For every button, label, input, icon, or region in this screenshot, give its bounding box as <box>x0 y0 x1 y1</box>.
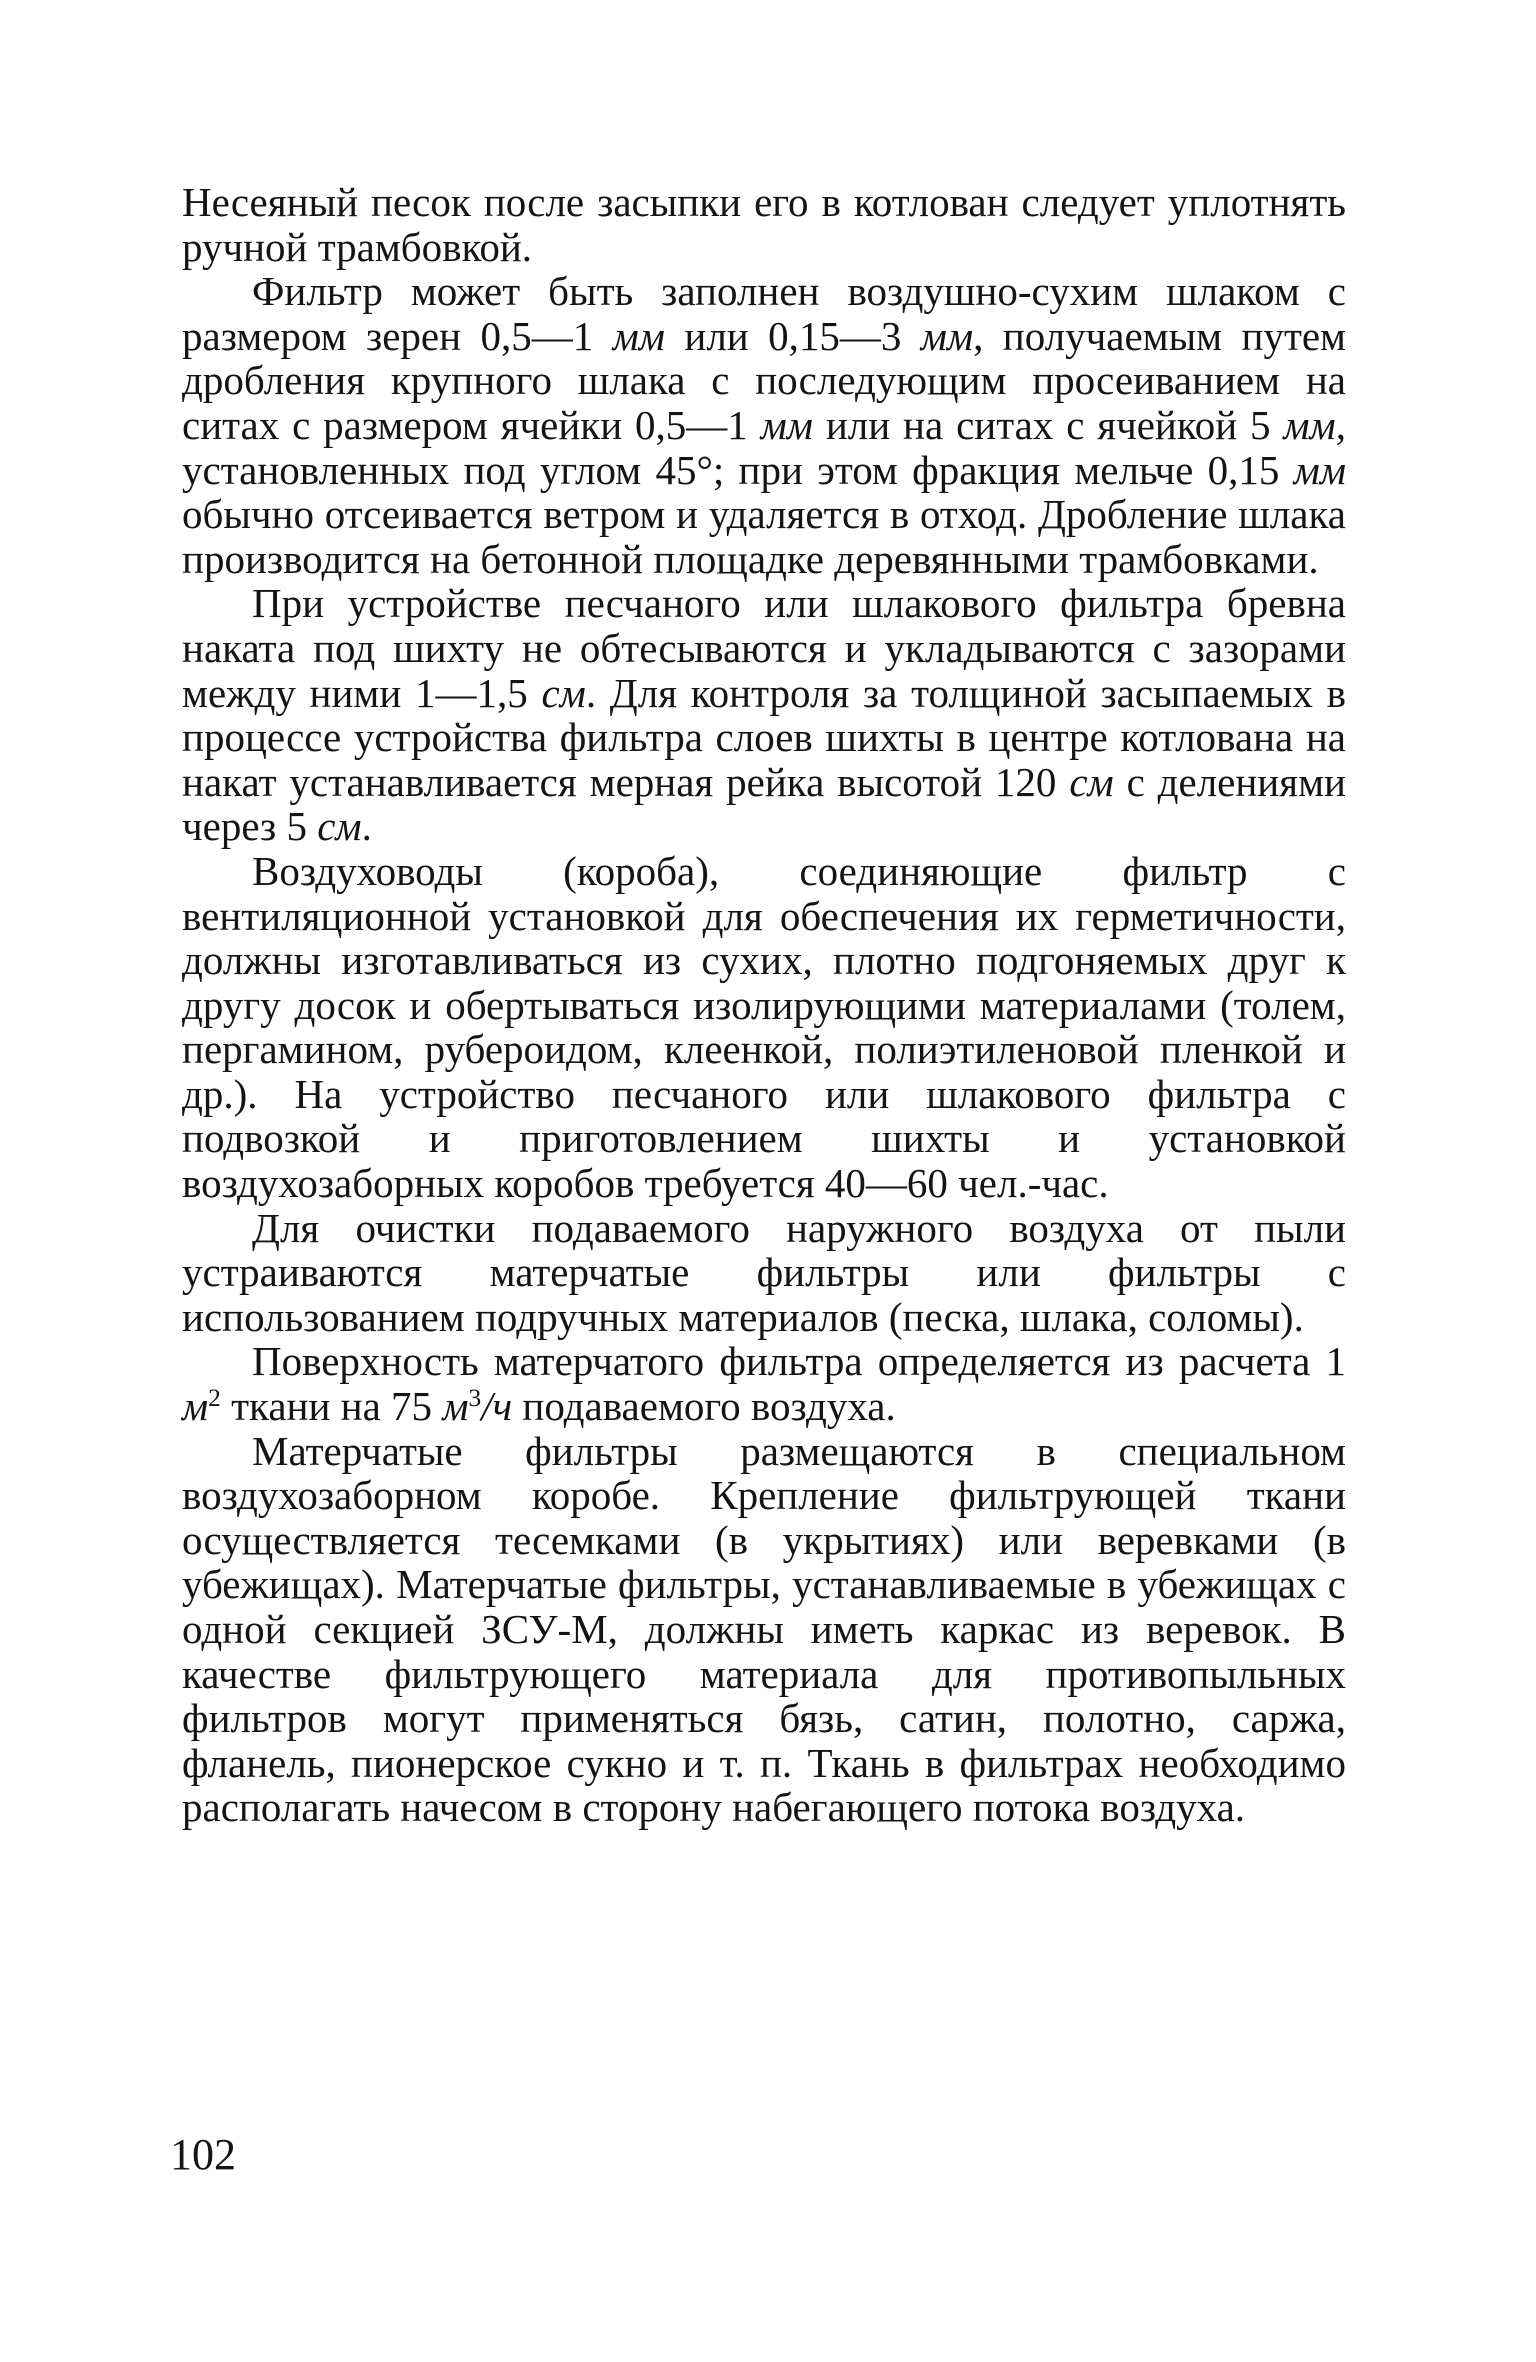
p1-text-0: Несеяный песок после засыпки его в котлован следует уплотнять ручной трамбовкой. <box>182 179 1346 270</box>
p6-unit-m: м <box>182 1383 209 1430</box>
paragraph-1 <box>182 180 1346 269</box>
p3-text-2: . Для контроля за толщиной засыпаемых в процессе устройства фильтра слоев шихты в центре котлована на накат устанавливается мерная рейка высотой 120 <box>182 669 1346 805</box>
p2-text-4: , получаемым путем дробления крупного шлака с последующим просеиванием на ситах с размером ячейки 0,5—1 <box>182 312 1346 448</box>
paragraph-7 <box>182 1429 1346 1830</box>
p2-text-6: или на ситах с ячейкой 5 <box>812 401 1284 448</box>
p2-unit-mm: мм <box>612 312 665 359</box>
p4-text-0: Воздуховоды (короба), соединяющие фильтр с вентиляционной установкой для обеспечения их герметичности, должны изготавливаться из сухих, плотно подгоняемых друг к другу досок и обертываться изолирующими материалами (толем, пергамином, рубероидом, клеенкой, полиэтиленовой пленкой и др.). На устройство песчаного или шлакового фильтра с подвозкой и приготовлением шихты и установкой воздухозаборных коробов требуется 40—60 чел.-час. <box>182 847 1346 1207</box>
paragraph-6 <box>182 1339 1346 1428</box>
p6-text-0: Поверхность матерчатого фильтра определяется из расчета 1 <box>252 1338 1346 1385</box>
p2-unit-mm: мм <box>1293 446 1346 493</box>
p3-unit-cm: см <box>1069 758 1114 805</box>
p2-text-10: обычно отсеивается ветром и удаляется в отход. Дробление шлака производится на бетонной площадке деревянными трамбовками. <box>182 491 1346 582</box>
p6-slash: / <box>481 1383 493 1430</box>
paragraph-4 <box>182 849 1346 1206</box>
p2-unit-mm: мм <box>1283 401 1336 448</box>
p2-text-8: , установленных под углом 45°; при этом фракция мельче 0,15 <box>182 401 1346 493</box>
p3-text-0: При устройстве песчаного или шлакового фильтра бревна наката под шихту не обтесываются и укладываются с зазорами между ними 1—1,5 <box>182 580 1346 716</box>
p6-unit-h: ч <box>492 1383 513 1430</box>
p6-superscript-3: 3 <box>468 1384 482 1413</box>
p2-unit-mm: мм <box>920 312 974 359</box>
p2-text-2: или 0,15—3 <box>664 312 921 359</box>
p2-text-0: Фильтр может быть заполнен воздушно-сухим шлаком с размером зерен 0,5—1 <box>182 268 1346 359</box>
p6-text-3: ткани на 75 <box>220 1383 443 1430</box>
p3-text-6: . <box>361 803 372 850</box>
page-number: 102 <box>170 2130 236 2179</box>
p7-text-0: Матерчатые фильтры размещаются в специальном воздухозаборном коробе. Крепление фильтрующей ткани осуществляется тесемками (в укрытиях) или веревками (в убежищах). Матерчатые фильтры, устанавливаемые в убежищах с одной секцией ЗСУ-М, должны иметь каркас из веревок. В качестве фильтрующего материала для противопыльных фильтров могут применяться бязь, сатин, полотно, саржа, фланель, пионерское сукно и т. п. Ткань в фильтрах необходимо располагать начесом в сторону набегающего потока воздуха. <box>182 1427 1346 1831</box>
paragraph-2 <box>182 269 1346 581</box>
p6-superscript-2: 2 <box>208 1384 221 1413</box>
p3-text-4: с делениями через 5 <box>182 758 1346 850</box>
paragraph-3 <box>182 581 1346 849</box>
p6-text-8: подаваемого воздуха. <box>512 1383 896 1430</box>
p3-unit-cm: см <box>541 669 586 716</box>
p6-unit-m: м <box>442 1383 469 1430</box>
paragraph-5 <box>182 1206 1346 1340</box>
p3-unit-cm: см <box>317 803 362 850</box>
page-body <box>182 180 1346 1830</box>
p5-text-0: Для очистки подаваемого наружного воздуха от пыли устраиваются матерчатые фильтры или фильтры с использованием подручных материалов (песка, шлака, соломы). <box>182 1204 1346 1340</box>
p2-unit-mm: мм <box>760 401 813 448</box>
